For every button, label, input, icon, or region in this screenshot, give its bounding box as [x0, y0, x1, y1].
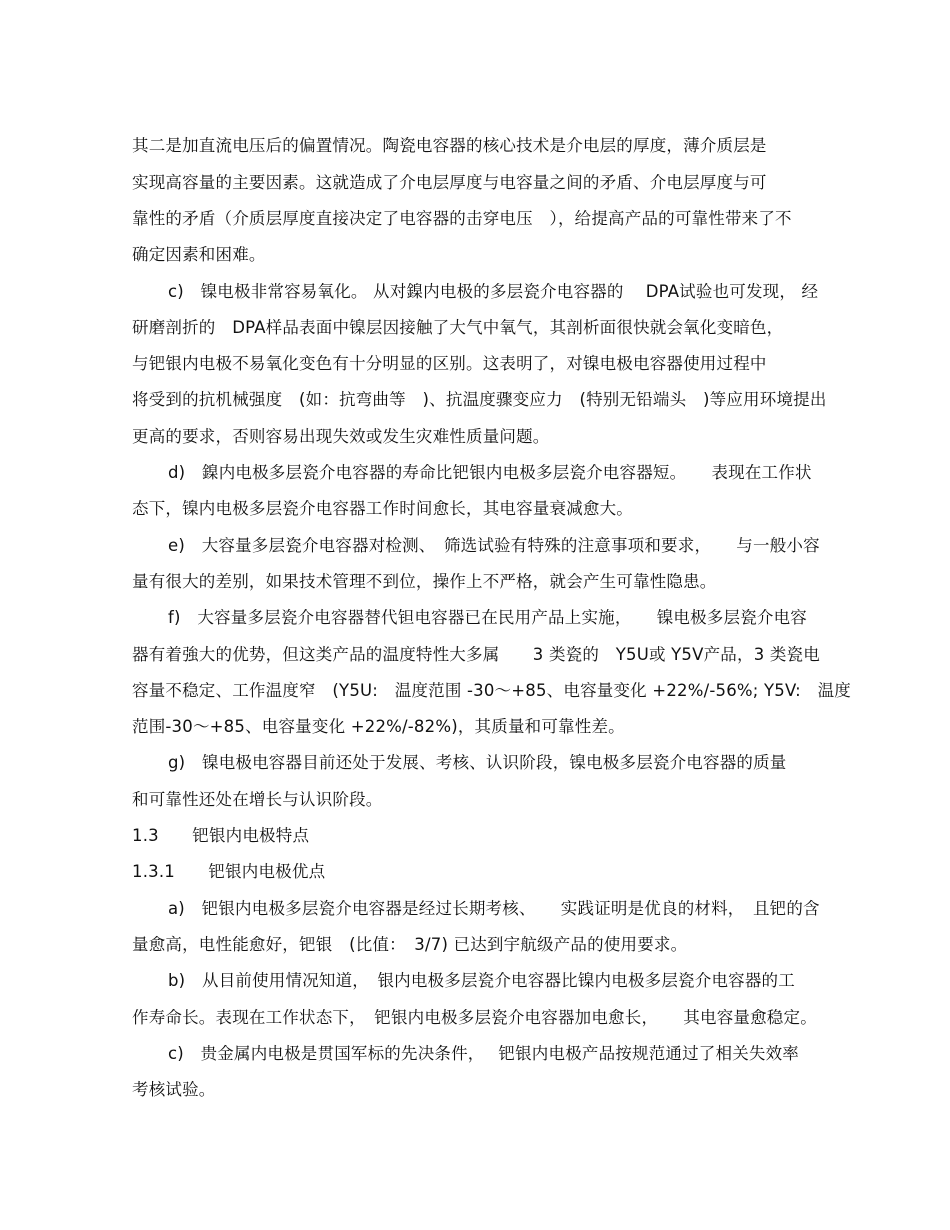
- text-line: e) 大容量多层瓷介电容器对检测、 筛选试验有特殊的注意事项和要求， 与一般小容: [168, 536, 820, 555]
- section-heading: 1.3 钯银内电极特点: [132, 826, 310, 845]
- subsection-heading: 1.3.1 钯银内电极优点: [132, 862, 326, 881]
- text-line: 作寿命长。表现在工作状态下， 钯银内电极多层瓷介电容器加电愈长， 其电容量愈稳定。: [132, 1008, 817, 1027]
- text-line: g) 镍电极电容器目前还处于发展、考核、认识阶段，镍电极多层瓷介电容器的质量: [168, 753, 787, 772]
- text-line: 其二是加直流电压后的偏置情况。陶瓷电容器的核心技术是介电层的厚度，薄介质层是: [132, 136, 767, 155]
- text-line: 量愈高，电性能愈好，钯银 (比值： 3/7) 已达到宇航级产品的使用要求。: [132, 935, 688, 954]
- text-line: 范围-30～+85、电容量变化 +22%/-82%)，其质量和可靠性差。: [132, 717, 625, 736]
- text-line: 确定因素和困难。: [132, 245, 266, 264]
- text-line: 将受到的抗机械强度 (如：抗弯曲等 )、抗温度骤变应力 (特别无铅端头 )等应用环境提出: [132, 390, 827, 409]
- text-line: 量有很大的差别，如果技术管理不到位，操作上不严格，就会产生可靠性隐患。: [132, 572, 717, 591]
- text-line: 容量不稳定、工作温度窄 (Y5U: 温度范围 -30～+85、电容量变化 +22%/-56%; Y5V: 温度: [132, 681, 851, 700]
- text-line: 考核试验。: [132, 1080, 216, 1099]
- text-line: 靠性的矛盾（介质层厚度直接决定了电容器的击穿电压 ），给提高产品的可靠性带来了不: [132, 209, 792, 228]
- text-line: 更高的要求，否则容易出现失效或发生灾难性质量问题。: [132, 427, 550, 446]
- text-line: 器有着強大的优势，但这类产品的温度特性大多属 3 类瓷的 Y5U或 Y5V产品，3 类瓷电: [132, 645, 820, 664]
- text-line: d) 鎳内电极多层瓷介电容器的寿命比钯银内电极多层瓷介电容器短。 表现在工作状: [168, 463, 812, 482]
- text-line: c) 镍电极非常容易氧化。 从对鎳内电极的多层瓷介电容器的 DPA试验也可发现， 经: [168, 282, 819, 301]
- text-line: a) 钯银内电极多层瓷介电容器是经过长期考核、 实践证明是优良的材料， 且钯的含: [168, 899, 820, 918]
- text-line: 态下，镍内电极多层瓷介电容器工作时间愈长，其电容量衰减愈大。: [132, 499, 633, 518]
- text-line: 研磨剖折的 DPA样品表面中镍层因接触了大气中氧气，其剖析面很快就会氧化变暗色，: [132, 318, 784, 337]
- text-line: 和可靠性还处在增长与认识阶段。: [132, 790, 383, 809]
- text-line: 与钯银内电极不易氧化变色有十分明显的区别。这表明了，对镍电极电容器使用过程中: [132, 354, 767, 373]
- text-line: b) 从目前使用情况知道， 银内电极多层瓷介电容器比镍内电极多层瓷介电容器的工: [168, 971, 795, 990]
- text-line: f) 大容量多层瓷介电容器替代钽电容器已在民用产品上实施， 镍电极多层瓷介电容: [168, 608, 807, 627]
- text-line: c) 贵金属内电极是贯国军标的先决条件， 钯银内电极产品按规范通过了相关失效率: [168, 1044, 800, 1063]
- text-line: 实现高容量的主要因素。这就造成了介电层厚度与电容量之间的矛盾、介电层厚度与可: [132, 173, 767, 192]
